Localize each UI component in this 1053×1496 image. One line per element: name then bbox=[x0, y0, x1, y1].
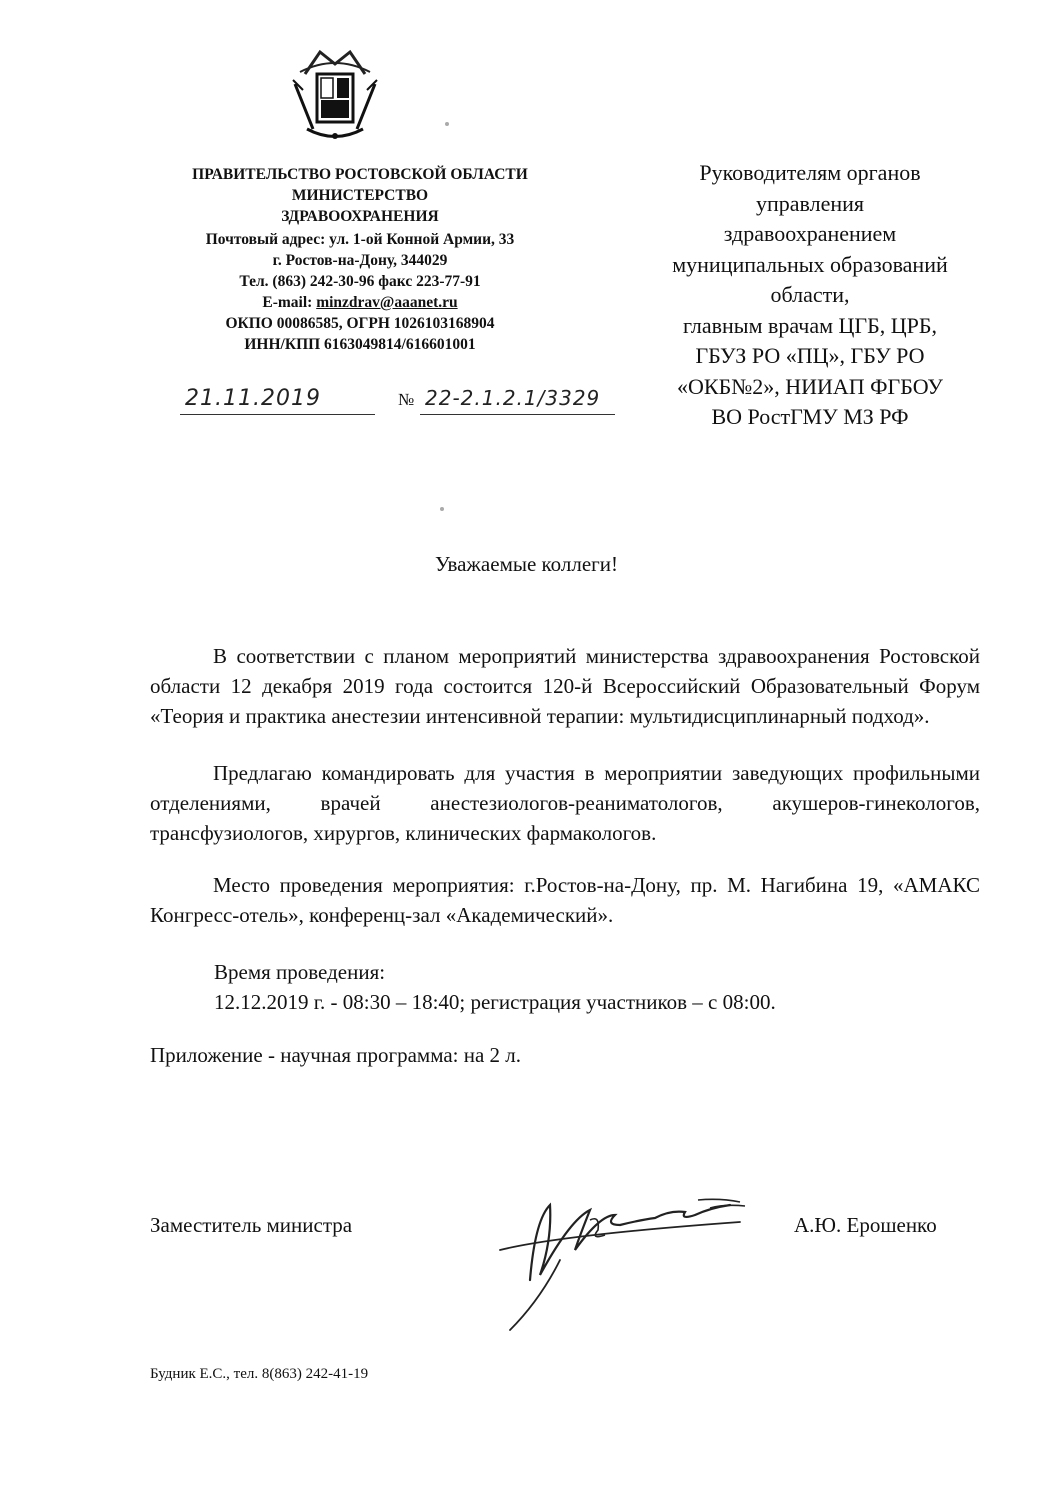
postal-city: г. Ростов-на-Дону, 344029 bbox=[272, 252, 448, 269]
handwritten-signature bbox=[440, 1180, 770, 1340]
scan-speck bbox=[440, 507, 444, 511]
registration-date: 21.11.2019 bbox=[185, 386, 321, 411]
coat-of-arms-emblem bbox=[285, 44, 385, 144]
signatory-role: Заместитель министра bbox=[150, 1213, 353, 1237]
email-line bbox=[150, 292, 570, 313]
body-paragraph bbox=[150, 758, 980, 848]
executor-contact: Будник Е.С., тел. 8(863) 242-41-19 bbox=[150, 1366, 369, 1382]
number-sign: № bbox=[398, 390, 415, 409]
email-label: E-mail: bbox=[262, 294, 313, 311]
paragraph-forum: В соответствии с планом мероприятий министерства здравоохранения Ростовской области 12 декабря 2019 года состоится 120-й Всероссийский Образовательный Форум «Теория и практика анестезии интенсивной терапии: мультидисциплинарный подход». bbox=[150, 644, 980, 728]
scan-speck bbox=[445, 122, 449, 126]
org-name-line-2: МИНИСТЕРСТВО bbox=[291, 187, 429, 204]
time-value: 12.12.2019 г. - 08:30 – 18:40; регистрация участников – с 08:00. bbox=[214, 990, 776, 1014]
phone-fax: Тел. (863) 242-30-96 факс 223-77-91 bbox=[239, 273, 481, 290]
inn-kpp: ИНН/КПП 6163049814/616601001 bbox=[244, 336, 476, 353]
addressee-block bbox=[640, 158, 980, 433]
registration-line bbox=[180, 384, 620, 420]
paragraph-participants: Предлагаю командировать для участия в мероприятии заведующих профильными отделениями, врачей анестезиологов-реаниматологов, акушеров-гинекологов, трансфузиологов, хирургов, клинических фармакологов. bbox=[150, 761, 980, 845]
addressee-line: ГБУЗ РО «ПЦ», ГБУ РО bbox=[695, 343, 925, 368]
registration-number: 22-2.1.2.1/3329 bbox=[425, 386, 601, 410]
time-label: Время проведения: bbox=[214, 960, 386, 984]
number-underline bbox=[420, 414, 615, 415]
body-paragraph bbox=[150, 641, 980, 731]
addressee-line: Руководителям органов bbox=[699, 160, 921, 185]
org-name-line-3: ЗДРАВООХРАНЕНИЯ bbox=[281, 208, 439, 225]
email-link[interactable]: minzdrav@aaanet.ru bbox=[316, 294, 458, 311]
paragraph-venue: Место проведения мероприятия: г.Ростов-на-Дону, пр. М. Нагибина 19, «АМАКС Конгресс-отель», конференц-зал «Академический». bbox=[150, 873, 980, 927]
addressee-line: управления bbox=[755, 190, 865, 216]
okpo-ogrn: ОКПО 00086585, ОГРН 1026103168904 bbox=[225, 315, 495, 332]
ministry-header bbox=[150, 164, 570, 355]
addressee-line: главным врачам ЦГБ, ЦРБ, bbox=[682, 312, 938, 338]
addressee-line: муниципальных образований bbox=[672, 251, 948, 277]
addressee-line: здравоохранением bbox=[723, 221, 897, 246]
body-paragraph bbox=[150, 870, 980, 930]
addressee-line: области, bbox=[770, 282, 850, 307]
time-block bbox=[214, 957, 776, 1017]
signatory-name: А.Ю. Ерошенко bbox=[794, 1213, 937, 1237]
postal-address: Почтовый адрес: ул. 1-ой Конной Армии, 33 bbox=[205, 231, 515, 248]
addressee-line: «ОКБ№2», НИИАП ФГБОУ bbox=[677, 373, 943, 399]
appendix-note: Приложение - научная программа: на 2 л. bbox=[150, 1043, 522, 1067]
date-underline bbox=[180, 414, 375, 415]
org-name-line-1: ПРАВИТЕЛЬСТВО РОСТОВСКОЙ ОБЛАСТИ bbox=[192, 166, 528, 183]
greeting: Уважаемые коллеги! bbox=[434, 552, 619, 576]
addressee-line: ВО РостГМУ МЗ РФ bbox=[711, 404, 909, 429]
